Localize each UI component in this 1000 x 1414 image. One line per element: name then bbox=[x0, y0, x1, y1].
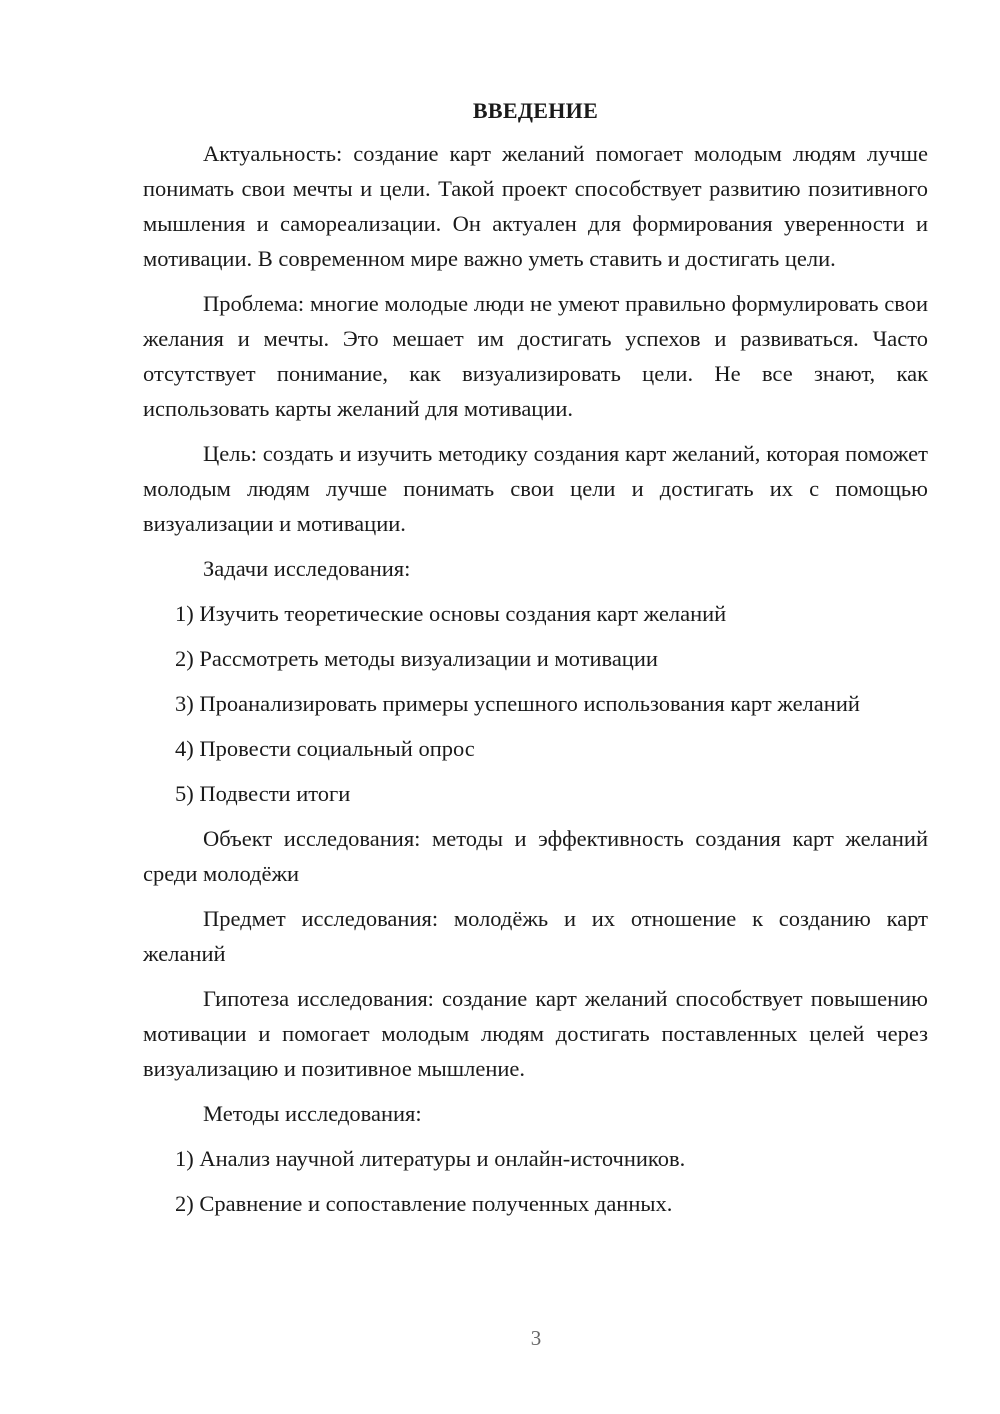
method-item-1: 1) Анализ научной литературы и онлайн-источников. bbox=[175, 1146, 686, 1171]
task-item-4: 4) Провести социальный опрос bbox=[175, 736, 475, 761]
task-item-2: 2) Рассмотреть методы визуализации и мотивации bbox=[175, 646, 658, 671]
task-item-5: 5) Подвести итоги bbox=[175, 781, 351, 806]
document-page bbox=[143, 94, 928, 1231]
tasks-title: Задачи исследования: bbox=[203, 556, 411, 581]
section-heading: ВВЕДЕНИЕ bbox=[472, 98, 599, 123]
problem-paragraph: Проблема: многие молодые люди не умеют правильно формулировать свои желания и мечты. Это мешает им достигать успехов и развиваться. Часто отсутствует понимание, как визуализировать цели. Не все знают, как использовать карты желаний для мотивации. bbox=[143, 291, 928, 421]
method-item-2: 2) Сравнение и сопоставление полученных данных. bbox=[175, 1191, 673, 1216]
object-paragraph: Объект исследования: методы и эффективность создания карт желаний среди молодёжи bbox=[143, 826, 928, 886]
hypothesis-paragraph: Гипотеза исследования: создание карт желаний способствует повышению мотивации и помогает молодым людям достигать поставленных целей через визуализацию и позитивное мышление. bbox=[143, 986, 928, 1081]
task-item-3: 3) Проанализировать примеры успешного использования карт желаний bbox=[175, 691, 860, 716]
task-item-1: 1) Изучить теоретические основы создания карт желаний bbox=[175, 601, 727, 626]
goal-paragraph: Цель: создать и изучить методику создания карт желаний, которая поможет молодым людям лучше понимать свои цели и достигать их с помощью визуализации и мотивации. bbox=[143, 441, 928, 536]
relevance-paragraph: Актуальность: создание карт желаний помогает молодым людям лучше понимать свои мечты и цели. Такой проект способствует развитию позитивного мышления и самореализации. Он актуален для формирования уверенности и мотивации. В современном мире важно уметь ставить и достигать цели. bbox=[143, 141, 928, 271]
subject-paragraph: Предмет исследования: молодёжь и их отношение к созданию карт желаний bbox=[143, 906, 928, 966]
page-number: 3 bbox=[530, 1326, 542, 1350]
methods-title: Методы исследования: bbox=[203, 1101, 422, 1126]
